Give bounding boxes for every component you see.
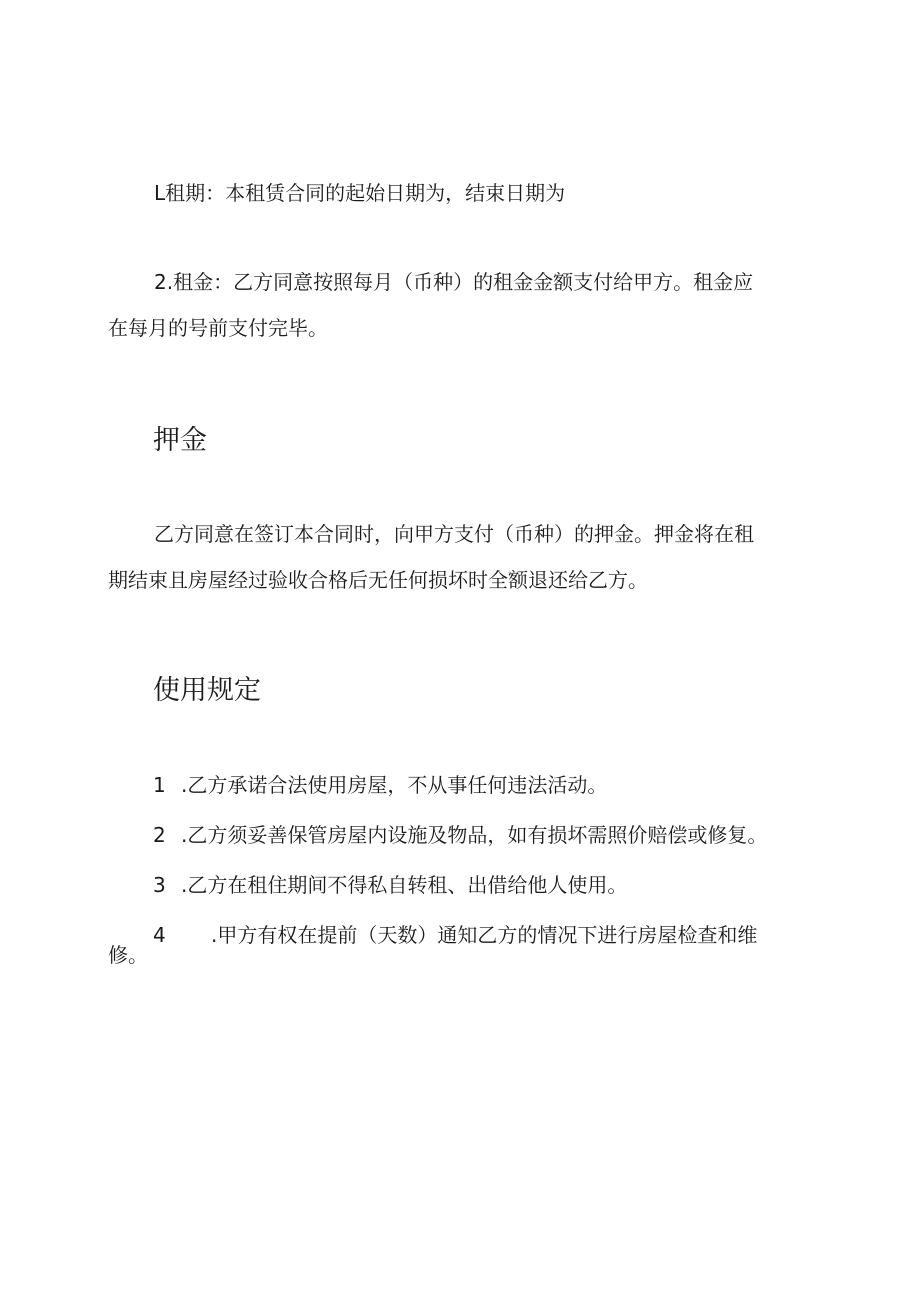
lease-term-paragraph	[108, 170, 820, 216]
deposit-text-line-2: 期结束且房屋经过验收合格后无任何损坏时全额退还给乙方。	[108, 568, 648, 592]
list-item-number: 1	[153, 773, 166, 797]
list-item	[153, 770, 607, 800]
list-item	[153, 920, 757, 950]
list-item-text: .乙方承诺合法使用房屋，不从事任何违法活动。	[181, 773, 608, 797]
rent-text-line-2: 在每月的号前支付完毕。	[108, 316, 328, 340]
list-item	[153, 820, 767, 850]
list-item-text: .乙方在租住期间不得私自转租、出借给他人使用。	[181, 873, 628, 897]
lease-term-text: L租期：本租赁合同的起始日期为，结束日期为	[154, 181, 566, 205]
deposit-text-line-1: 乙方同意在签订本合同时，向甲方支付（币种）的押金。押金将在租	[154, 522, 754, 546]
rent-paragraph	[108, 259, 820, 351]
list-item-continuation: 修。	[108, 943, 148, 967]
list-item	[153, 870, 627, 900]
list-item-number: 4	[153, 923, 166, 947]
deposit-paragraph	[108, 511, 820, 603]
usage-rules-heading: 使用规定	[153, 675, 261, 706]
deposit-heading: 押金	[153, 425, 207, 456]
rent-text-line-1: 2.租金：乙方同意按照每月（币种）的租金金额支付给甲方。租金应	[154, 270, 754, 294]
list-item-text: .甲方有权在提前（天数）通知乙方的情况下进行房屋检查和维	[211, 923, 758, 947]
list-item-number: 2	[153, 823, 166, 847]
list-item-text: .乙方须妥善保管房屋内设施及物品，如有损坏需照价赔偿或修复。	[181, 823, 768, 847]
list-item-number: 3	[153, 873, 166, 897]
